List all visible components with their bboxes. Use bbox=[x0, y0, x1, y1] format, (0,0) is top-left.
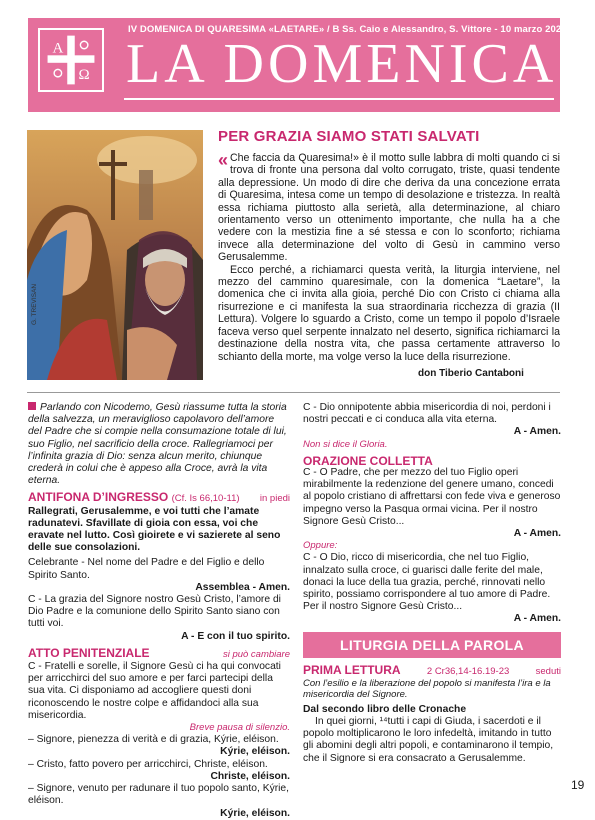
atto-note: si può cambiare bbox=[222, 648, 290, 660]
colletta-text-1: C - O Padre, che per mezzo del tuo Figlio operi mirabilmente la redenzione del genere umano, concedi al popolo cristiano di affrettarsi con fede viva e generoso impegno verso la Pasqua ormai vicina. Per il nostro Signore Gesù Cristo... bbox=[303, 467, 561, 527]
greeting-response: A - E con il tuo spirito. bbox=[181, 630, 290, 642]
masthead-rule bbox=[124, 98, 554, 100]
article-paragraph-1: Che faccia da Quaresima!» è il motto sulle labbra di molti quando ci si trova di fronte una persona dal volto corrugato, triste, quasi tendente alla depressione. Un modo di dire che deriva da una concezione errata di Quaresima, intesa come un tempo di desolazione e tristezza. In realtà essa richiama piuttosto alla serietà, alla determinazione, al chiaro orientamento verso un ottenimento importante, che nulla ha a che vedere con la mestizia fine a sé stessa e con lo sconforto; richiama invece alla determinazione del volto di Gesù in cammino verso Gerusalemme. bbox=[218, 152, 560, 264]
left-column bbox=[28, 402, 290, 820]
illustration-credit: G. TREVISAN bbox=[31, 283, 38, 325]
article-body bbox=[218, 152, 560, 363]
prima-lettura-summary: Con l’esilio e la liberazione del popolo si manifesta l’ira e la misericordia del Signore. bbox=[303, 677, 551, 700]
masthead bbox=[28, 18, 567, 112]
kyrie-response-1: Kýrie, eléison. bbox=[220, 746, 290, 758]
opening-quote-mark: « bbox=[218, 150, 229, 170]
kyrie-invocation-2: – Cristo, fatto povero per arricchirci, Christe, eléison. bbox=[28, 758, 268, 770]
antifona-title: ANTIFONA D’INGRESSO bbox=[28, 490, 169, 505]
section-divider bbox=[27, 392, 560, 393]
antifona-heading bbox=[28, 491, 290, 505]
colletta-response-1: A - Amen. bbox=[513, 528, 561, 540]
liturgy-intro-text: Parlando con Nicodemo, Gesù riassume tutta la storia della salvezza, un meraviglioso capolavoro dell’amore del Padre che si compie nella consumazione totale di lui, suo Figlio, nel sacrificio della croce. Rallegriamoci per l’infinita grazia di Dio: senza alcun merito, chiunque crederà in colui che è appeso alla Croce, avrà la vita eterna. bbox=[28, 402, 287, 487]
colletta-response-2: A - Amen. bbox=[513, 613, 561, 625]
antifona-posture: in piedi bbox=[259, 493, 290, 505]
celebrante-text: Celebrante - Nel nome del Padre e del Figlio e dello Spirito Santo. bbox=[28, 557, 265, 581]
absolution-text: C - Dio onnipotente abbia misericordia di noi, perdoni i nostri peccati e ci conduca alla vita eterna. bbox=[303, 402, 551, 426]
absolution-response: A - Amen. bbox=[513, 426, 561, 438]
article-title: PER GRAZIA SIAMO STATI SALVATI bbox=[218, 128, 480, 145]
oppure-label: Oppure: bbox=[303, 540, 338, 552]
prima-lettura-posture: seduti bbox=[535, 665, 561, 677]
svg-text:Ω: Ω bbox=[78, 66, 90, 83]
antifona-reference: (Cf. Is 66,10-11) bbox=[171, 493, 240, 505]
masthead-title: LA DOMENICA bbox=[126, 33, 558, 95]
colletta-title: ORAZIONE COLLETTA bbox=[303, 453, 433, 468]
cross-logo-icon bbox=[38, 28, 104, 92]
right-column bbox=[303, 402, 561, 765]
greeting-text: C - La grazia del Signore nostro Gesù Cristo, l’amore di Dio Padre e la comunione dello Spirito Santo siano con tutti voi. bbox=[28, 594, 281, 630]
liturgy-intro bbox=[28, 402, 290, 487]
prima-lettura-heading bbox=[303, 664, 561, 678]
silence-pause-note: Breve pausa di silenzio. bbox=[189, 722, 290, 734]
prima-lettura-text: In quei giorni, ¹⁴tutti i capi di Giuda, i sacerdoti e il popolo moltiplicarono le loro infedeltà, imitando in tutto gli abomini degli altri popoli, e contaminarono il tempio, che il Signore si era consacrato a Gerusalemme. bbox=[303, 716, 554, 764]
svg-text:A: A bbox=[52, 40, 64, 57]
atto-heading bbox=[28, 647, 290, 661]
liturgy-of-word-banner: LITURGIA DELLA PAROLA bbox=[303, 632, 561, 658]
article-paragraph-2: Ecco perché, a richiamarci questa verità, la liturgia interviene, nel mezzo del cammino quaresimale, con la domenica “Laetare”, la domenica che ci invita alla gioia, perché Dio con Cristo ci chiama alla risurrezione e ci manifesta la sua straordinaria ricchezza di grazia (II Lettura). Volgere lo sguardo a Cristo, come un tempo il popolo d’Israele faceva verso quel serpente innalzato nel deserto, significa richiamarci la destinazione della nostra vita, che passa certamente attraverso lo schianto della morte, ma volge verso la luce della risurrezione. bbox=[218, 263, 560, 363]
atto-title: ATTO PENITENZIALE bbox=[28, 645, 150, 660]
article-author: don Tiberio Cantaboni bbox=[418, 368, 524, 379]
assemblea-response: Assemblea - Amen. bbox=[195, 581, 290, 593]
page-number: 19 bbox=[571, 778, 585, 792]
colletta-text-2: C - O Dio, ricco di misericordia, che nel tuo Figlio, innalzato sulla croce, ci guarisci dalle ferite del male, donaci la luce della tua grazia, perché, rinnovati nello spirito, possiamo corrispondere al tuo amore di Padre. Per il nostro Signore Gesù Cristo... bbox=[303, 552, 551, 613]
kyrie-response-2: Christe, eléison. bbox=[210, 770, 290, 782]
bullet-square-icon bbox=[28, 402, 36, 410]
prima-lettura-book: Dal secondo libro delle Cronache bbox=[303, 703, 467, 715]
colletta-heading bbox=[303, 455, 561, 467]
kyrie-response-3: Kýrie, eléison. bbox=[220, 807, 290, 819]
antifona-text: Rallegrati, Gerusalemme, e voi tutti che l’amate radunatevi. Sfavillate di gioia con essa, voi che eravate nel lutto. Così gioirete e vi sazierete al seno delle sue consolazioni. bbox=[28, 505, 281, 554]
kyrie-invocation-3: – Signore, venuto per radunare il tuo popolo santo, Kýrie, eléison. bbox=[28, 783, 290, 807]
prima-lettura-title: PRIMA LETTURA bbox=[303, 662, 401, 677]
kyrie-invocation-1: – Signore, pienezza di verità e di grazia, Kýrie, eléison. bbox=[28, 734, 279, 746]
prima-lettura-reference: 2 Cr36,14-16.19-23 bbox=[426, 665, 510, 677]
atto-text: C - Fratelli e sorelle, il Signore Gesù ci ha qui convocati per arricchirci del suo amore e per farci partecipi della sua vita. Ci disponiamo ad accogliere questi doni riconoscendo le nostre colpe e affidandoci alla sua misericordia. bbox=[28, 661, 281, 721]
gloria-note: Non si dice il Gloria. bbox=[303, 438, 388, 450]
issue-subtitle: IV DOMENICA DI QUARESIMA «LAETARE» / B Ss. Caio e Alessandro, S. Vittore - 10 marzo 2024 bbox=[128, 24, 567, 35]
illustration-jesus-nicodemus bbox=[27, 130, 203, 380]
